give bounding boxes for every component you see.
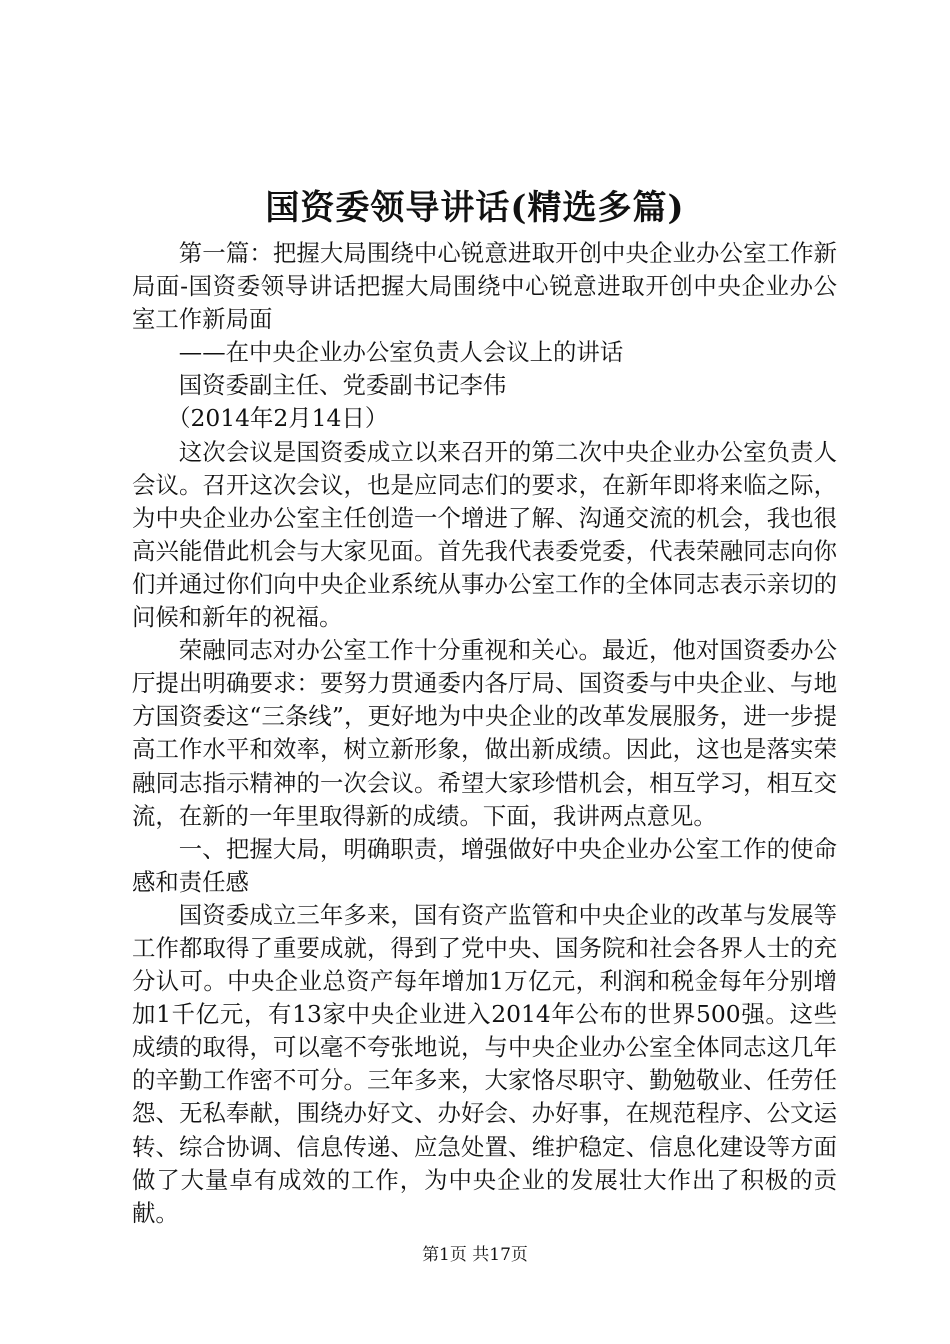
paragraph-speaker: 国资委副主任、党委副书记李伟	[178, 371, 507, 400]
paragraph-heading: 一、把握大局，明确职责，增强做好中央企业办公室工作的使命感和责任感	[132, 834, 837, 896]
paragraph-date: （2014年2月14日）	[167, 404, 389, 433]
paragraph-body: 这次会议是国资委成立以来召开的第二次中央企业办公室负责人会议。召开这次会议，也是应同志们的要求，在新年即将来临之际，为中央企业办公室主任创造一个增进了解、沟通交流的机会，我也很高兴能借此机会与大家见面。首先我代表委党委，代表荣融同志向你们并通过你们向中央企业系统从事办公室工作的全体同志表示亲切的问候和新年的祝福。	[132, 437, 837, 632]
paragraph-subtitle: ——在中央企业办公室负责人会议上的讲话	[178, 338, 624, 367]
paragraph-body: 荣融同志对办公室工作十分重视和关心。最近，他对国资委办公厅提出明确要求：要努力贯通委内各厅局、国资委与中央企业、与地方国资委这“三条线”，更好地为中央企业的改革发展服务，进一步提高工作水平和效率，树立新形象，做出新成绩。因此，这也是落实荣融同志指示精神的一次会议。希望大家珍惜机会，相互学习，相互交流，在新的一年里取得新的成绩。下面，我讲两点意见。	[132, 636, 837, 830]
document-title: 国资委领导讲话(精选多篇)	[265, 188, 685, 228]
paragraph-body: 国资委成立三年多来，国有资产监管和中央企业的改革与发展等工作都取得了重要成就，得到了党中央、国务院和社会各界人士的充分认可。中央企业总资产每年增加1万亿元，利润和税金每年分别增加1千亿元，有13家中央企业进入2014年公布的世界500强。这些成绩的取得，可以毫不夸张地说，与中央企业办公室全体同志这几年的辛勤工作密不可分。三年多来，大家恪尽职守、勤勉敬业、任劳任怨、无私奉献，围绕办好文、办好会、办好事，在规范程序、公文运转、综合协调、信息传递、应急处置、维护稳定、信息化建设等方面做了大量卓有成效的工作，为中央企业的发展壮大作出了积极的贡献。	[132, 900, 837, 1227]
page-footer: 第1页 共17页	[422, 1245, 528, 1265]
document-body	[132, 237, 837, 1230]
paragraph-intro: 第一篇：把握大局围绕中心锐意进取开创中央企业办公室工作新局面-国资委领导讲话把握大局围绕中心锐意进取开创中央企业办公室工作新局面	[132, 239, 837, 334]
